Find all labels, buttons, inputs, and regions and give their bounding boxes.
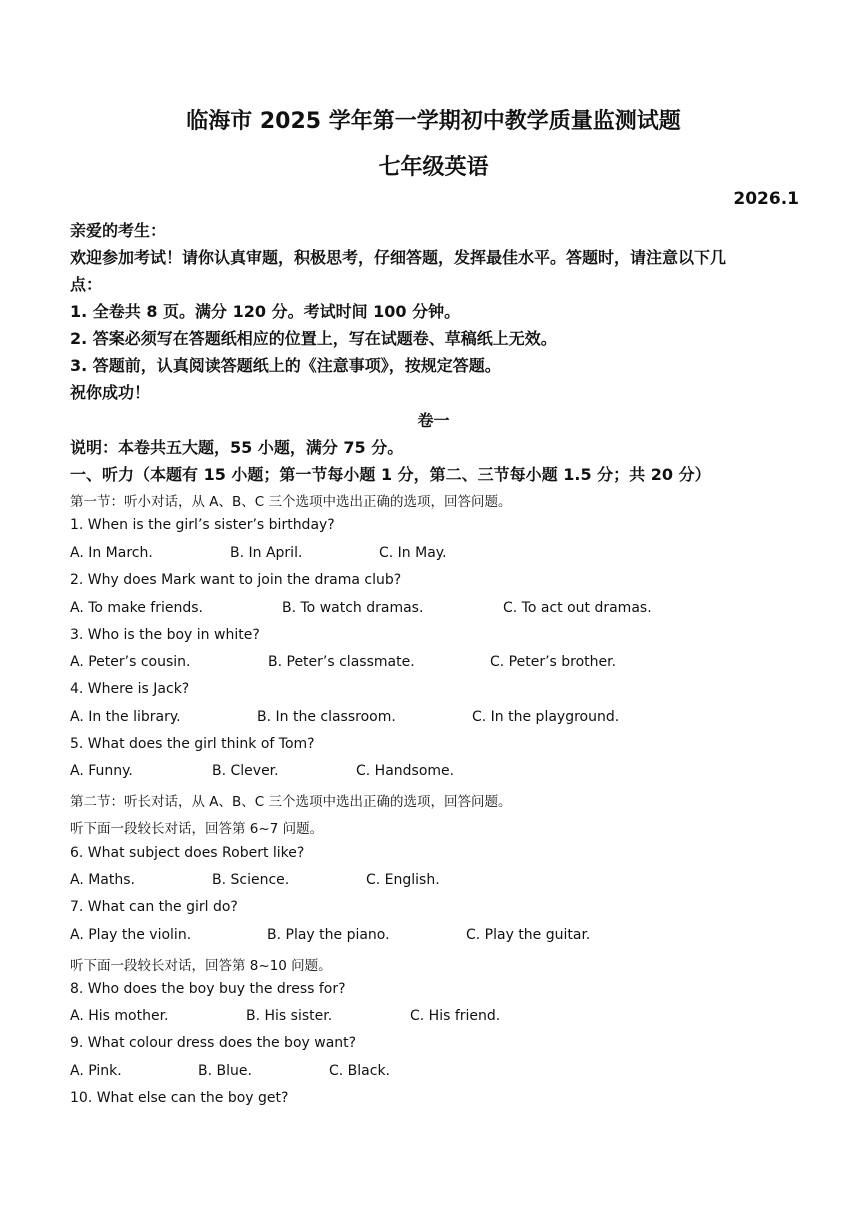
exam-title: 临海市 2025 学年第一学期初中教学质量监测试题 [186, 109, 681, 134]
question-1: 1. When is the girl’s sister’s birthday? [70, 517, 335, 533]
q8-option-a: A. His mother. [70, 1008, 169, 1024]
q9-option-b: B. Blue. [198, 1063, 252, 1079]
q9-option-c: C. Black. [329, 1063, 391, 1079]
q2-option-c: C. To act out dramas. [503, 600, 652, 616]
dialog2-intro: 听下面一段较长对话，回答第 8~10 问题。 [70, 958, 332, 974]
q6-option-b: B. Science. [212, 872, 290, 888]
q4-option-a: A. In the library. [70, 709, 181, 725]
q4-option-c: C. In the playground. [472, 709, 620, 725]
q4-option-b: B. In the classroom. [257, 709, 396, 725]
volume-note: 说明：本卷共五大题，55 小题，满分 75 分。 [70, 438, 404, 457]
q2-option-b: B. To watch dramas. [282, 600, 424, 616]
part2-instruction: 第二节：听长对话，从 A、B、C 三个选项中选出正确的选项，回答问题。 [70, 794, 512, 810]
q8-option-b: B. His sister. [246, 1008, 333, 1024]
exam-date: 2026.1 [733, 189, 799, 209]
rule-2: 2. 答案必须写在答题纸相应的位置上，写在试题卷、草稿纸上无效。 [70, 329, 557, 348]
q1-option-a: A. In March. [70, 545, 153, 561]
q3-option-a: A. Peter’s cousin. [70, 654, 191, 670]
greeting: 亲爱的考生： [70, 221, 167, 240]
question-4: 4. Where is Jack? [70, 681, 190, 697]
welcome-line-2: 点： [70, 275, 103, 294]
dialog1-intro: 听下面一段较长对话，回答第 6~7 问题。 [70, 821, 324, 837]
question-10: 10. What else can the boy get? [70, 1090, 289, 1106]
q2-option-a: A. To make friends. [70, 600, 203, 616]
question-3: 3. Who is the boy in white? [70, 627, 260, 643]
section-heading: 一、听力（本题有 15 小题；第一节每小题 1 分，第二、三节每小题 1.5 分；共 20 分） [70, 465, 711, 484]
q5-option-c: C. Handsome. [356, 763, 455, 779]
rule-3: 3. 答题前，认真阅读答题纸上的《注意事项》，按规定答题。 [70, 356, 501, 375]
welcome-line-1: 欢迎参加考试！请你认真审题，积极思考，仔细答题，发挥最佳水平。答题时，请注意以下几 [70, 248, 727, 267]
question-6: 6. What subject does Robert like? [70, 845, 305, 861]
exam-subtitle: 七年级英语 [378, 155, 489, 180]
question-9: 9. What colour dress does the boy want? [70, 1035, 357, 1051]
question-5: 5. What does the girl think of Tom? [70, 736, 315, 752]
q9-option-a: A. Pink. [70, 1063, 122, 1079]
q1-option-b: B. In April. [230, 545, 303, 561]
q8-option-c: C. His friend. [410, 1008, 501, 1024]
q3-option-b: B. Peter’s classmate. [268, 654, 415, 670]
q7-option-a: A. Play the violin. [70, 927, 192, 943]
question-7: 7. What can the girl do? [70, 899, 238, 915]
q5-option-b: B. Clever. [212, 763, 279, 779]
volume-title: 卷一 [417, 411, 450, 430]
q1-option-c: C. In May. [379, 545, 447, 561]
q6-option-a: A. Maths. [70, 872, 135, 888]
part1-instruction: 第一节：听小对话，从 A、B、C 三个选项中选出正确的选项，回答问题。 [70, 494, 512, 510]
rule-1: 1. 全卷共 8 页。满分 120 分。考试时间 100 分钟。 [70, 302, 461, 321]
q7-option-b: B. Play the piano. [267, 927, 390, 943]
question-8: 8. Who does the boy buy the dress for? [70, 981, 346, 997]
question-2: 2. Why does Mark want to join the drama club? [70, 572, 402, 588]
q6-option-c: C. English. [366, 872, 440, 888]
closing-text: 祝你成功！ [70, 383, 151, 402]
q3-option-c: C. Peter’s brother. [490, 654, 617, 670]
q7-option-c: C. Play the guitar. [466, 927, 591, 943]
q5-option-a: A. Funny. [70, 763, 133, 779]
